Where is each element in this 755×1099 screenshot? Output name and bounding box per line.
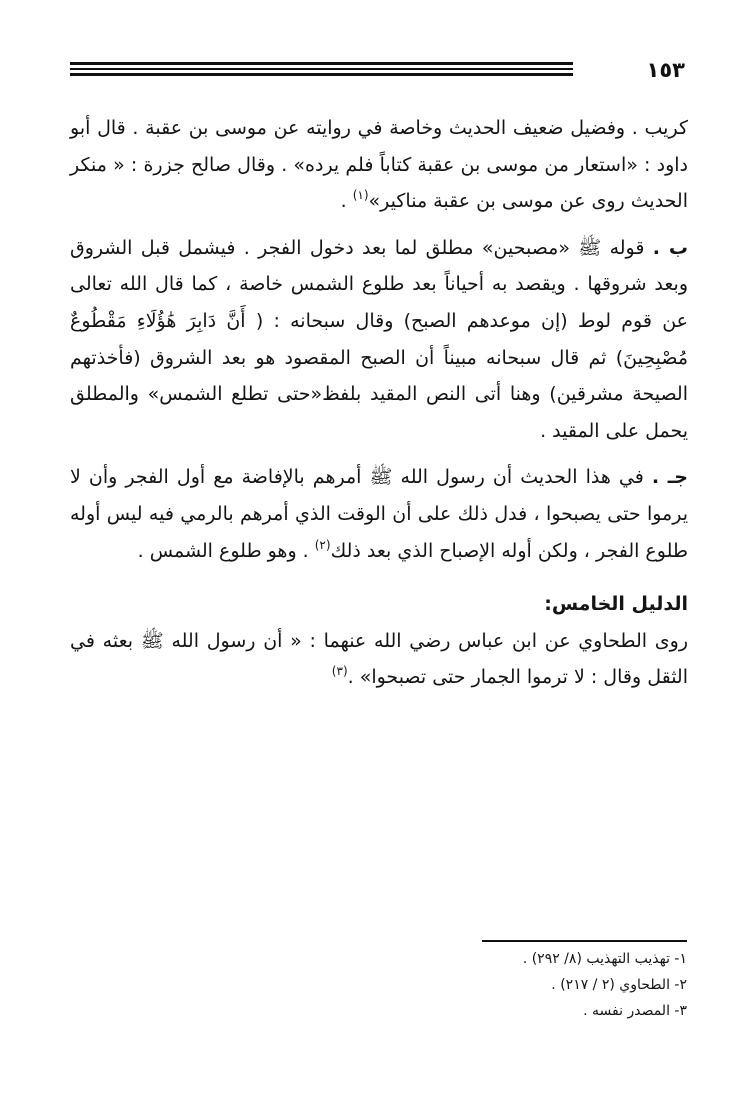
- footnotes: [300, 946, 687, 1024]
- paragraph-1-end: .: [340, 190, 353, 213]
- header-rule: [70, 68, 573, 70]
- main-text: [70, 110, 688, 696]
- paragraph-2-text-a: قوله ﷺ «مصبحين» مطلق لما بعد دخول الفجر . فيشمل قبل الشروق وبعد شروقها . ويقصد به أحياناً بعد طلوع الشمس خاصة ، كما قال الله تعالى عن قوم لوط (إن موعدهم الصبح) وقال سبحانه :: [70, 236, 688, 332]
- page-header: [70, 57, 685, 83]
- header-rule: [70, 62, 573, 65]
- footnote-3: ٣- المصدر نفسه .: [583, 1003, 687, 1019]
- header-rule: [70, 73, 573, 76]
- footnote-ref-2: (٢): [314, 537, 331, 552]
- footnote-ref-3: (٣): [331, 664, 348, 679]
- quran-verse: ( أَنَّ دَابِرَ هَٰؤُلَاءِ مَقْطُوعٌ مُصْبِحِينَ): [70, 309, 688, 369]
- paragraph-3-text-b: . وهو طلوع الشمس .: [137, 539, 315, 562]
- paragraph-4-text: روى الطحاوي عن ابن عباس رضي الله عنهما : « أن رسول الله ﷺ بعثه في الثقل وقال : لا ترموا الجمار حتى تصبحوا» .: [70, 629, 688, 689]
- paragraph-2: [70, 230, 688, 450]
- paragraph-1: [70, 110, 688, 220]
- section-marker-b: ب .: [652, 236, 688, 259]
- paragraph-4: [70, 623, 688, 696]
- footnote-separator: [482, 940, 687, 942]
- section-marker-j: جـ .: [651, 466, 688, 489]
- footnote-1: ١- تهذيب التهذيب (٨/ ٢٩٢) .: [522, 951, 687, 967]
- footnote-ref-1: (١): [352, 188, 369, 203]
- paragraph-3: [70, 459, 688, 569]
- paragraph-3-text-a: في هذا الحديث أن رسول الله ﷺ أمرهم بالإفاضة مع أول الفجر وأن لا يرموا حتى يصبحوا ، فدل ذلك على أن الوقت الذي أمرهم بالرمي فيه ليس أوله طلوع الفجر ، ولكن أوله الإصباح الذي بعد ذلك: [70, 466, 688, 562]
- page-number: ١٥٣: [646, 58, 685, 82]
- paragraph-1-text: كريب . وفضيل ضعيف الحديث وخاصة في روايته عن موسى بن عقبة . قال أبو داود : «استعار من موسى بن عقبة كتاباً فلم يرده» . وقال صالح جزرة : « منكر الحديث روى عن موسى بن عقبة مناكير»: [70, 117, 688, 213]
- footnote-2: ٢- الطحاوي (٢ / ٢١٧) .: [551, 977, 687, 993]
- section-heading: الدليل الخامس:: [544, 593, 688, 616]
- paragraph-2-text-b: ثم قال سبحانه مبيناً أن الصبح المقصود هو بعد الشروق (فأخذتهم الصيحة مشرقين) وهنا أتى النص المقيد بلفظ«حتى تطلع الشمس» والمطلق يحمل على المقيد .: [70, 346, 688, 442]
